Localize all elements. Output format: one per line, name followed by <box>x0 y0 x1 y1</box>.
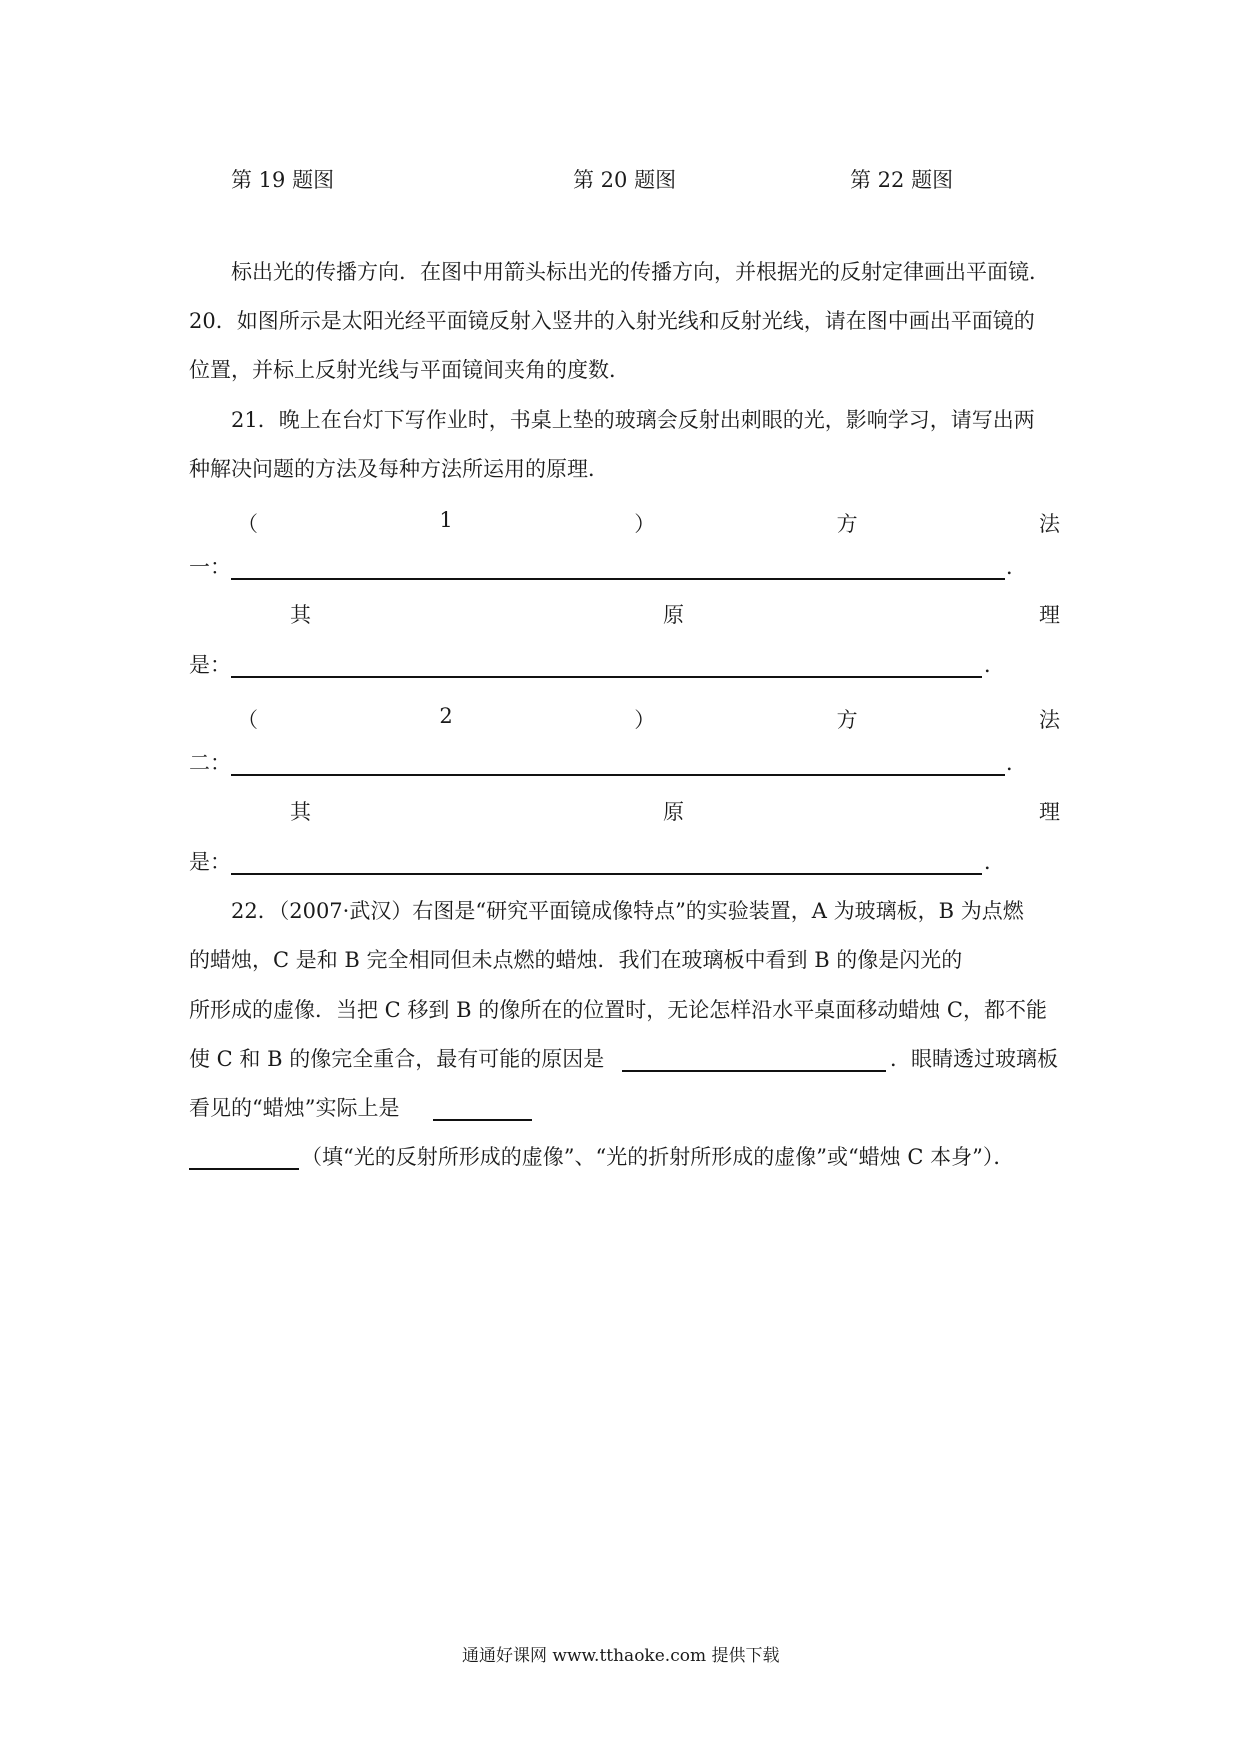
caption-figure-22: 第 22 题图 <box>850 168 954 192</box>
q22-line2: 的蜡烛，C 是和 B 完全相同但未点燃的蜡烛．我们在玻璃板中看到 B 的像是闪光的 <box>189 948 963 972</box>
q21-method2-end: ． <box>1006 751 1027 775</box>
q22-line4b: ．眼睛透过玻璃板 <box>890 1047 1058 1071</box>
q21-principle1-w1: 其 <box>290 603 311 627</box>
q20-line2: 位置，并标上反射光线与平面镜间夹角的度数． <box>189 358 630 382</box>
q21-method2-answer-blank[interactable] <box>231 774 1005 776</box>
q22-line4a: 使 C 和 B 的像完全重合，最有可能的原因是 <box>189 1047 605 1071</box>
q21-method1-end: ． <box>1006 555 1027 579</box>
q22-line1: 22．（2007·武汉）右图是“研究平面镜成像特点”的实验装置，A 为玻璃板，B 为点燃 <box>231 899 1024 923</box>
q21-principle1-end: ． <box>984 653 1005 677</box>
caption-figure-19: 第 19 题图 <box>231 168 335 192</box>
q21-principle2-w1: 其 <box>290 800 311 824</box>
q21-principle2-cont: 是： <box>189 850 231 874</box>
q21-principle2-answer-blank[interactable] <box>231 873 982 875</box>
q21-method2-cont: 二： <box>189 751 231 775</box>
q21-principle1-cont: 是： <box>189 653 231 677</box>
page-footer: 通通好课网 www.tthaoke.com 提供下载 <box>462 1646 780 1666</box>
q21-line1: 21．晚上在台灯下写作业时，书桌上垫的玻璃会反射出刺眼的光，影响学习，请写出两 <box>231 408 1035 432</box>
q22-seen-candle-answer-blank-a[interactable] <box>433 1119 532 1121</box>
q21-method1-cont: 一： <box>189 555 231 579</box>
q21-line2: 种解决问题的方法及每种方法所运用的原理． <box>189 457 609 481</box>
q21-principle2-w2: 原 <box>663 800 684 824</box>
q22-seen-candle-answer-blank-b[interactable] <box>189 1168 299 1170</box>
q21-method2-label: （ 2 ） 方 法 <box>237 704 1060 732</box>
q21-principle1-w3: 理 <box>1039 603 1060 627</box>
q20-line1: 20．如图所示是太阳光经平面镜反射入竖井的入射光线和反射光线，请在图中画出平面镜的 <box>189 309 1035 333</box>
q22-line5: 看见的“蜡烛”实际上是 <box>189 1096 400 1120</box>
q21-principle1-w2: 原 <box>663 603 684 627</box>
q21-principle2-end: ． <box>984 850 1005 874</box>
caption-figure-20: 第 20 题图 <box>573 168 677 192</box>
q19-tail-text: 标出光的传播方向．在图中用箭头标出光的传播方向，并根据光的反射定律画出平面镜． <box>231 260 1050 284</box>
q21-method1-label: （ 1 ） 方 法 <box>237 508 1060 536</box>
q22-reason-answer-blank[interactable] <box>622 1070 886 1072</box>
q21-principle2-w3: 理 <box>1039 800 1060 824</box>
q22-line3: 所形成的虚像．当把 C 移到 B 的像所在的位置时，无论怎样沿水平桌面移动蜡烛 C，都不能 <box>189 998 1047 1022</box>
q21-principle1-answer-blank[interactable] <box>231 676 982 678</box>
q22-line6: （填“光的反射所形成的虚像”、“光的折射所形成的虚像”或“蜡烛 C 本身”）． <box>301 1145 1015 1169</box>
q21-method1-answer-blank[interactable] <box>231 578 1005 580</box>
